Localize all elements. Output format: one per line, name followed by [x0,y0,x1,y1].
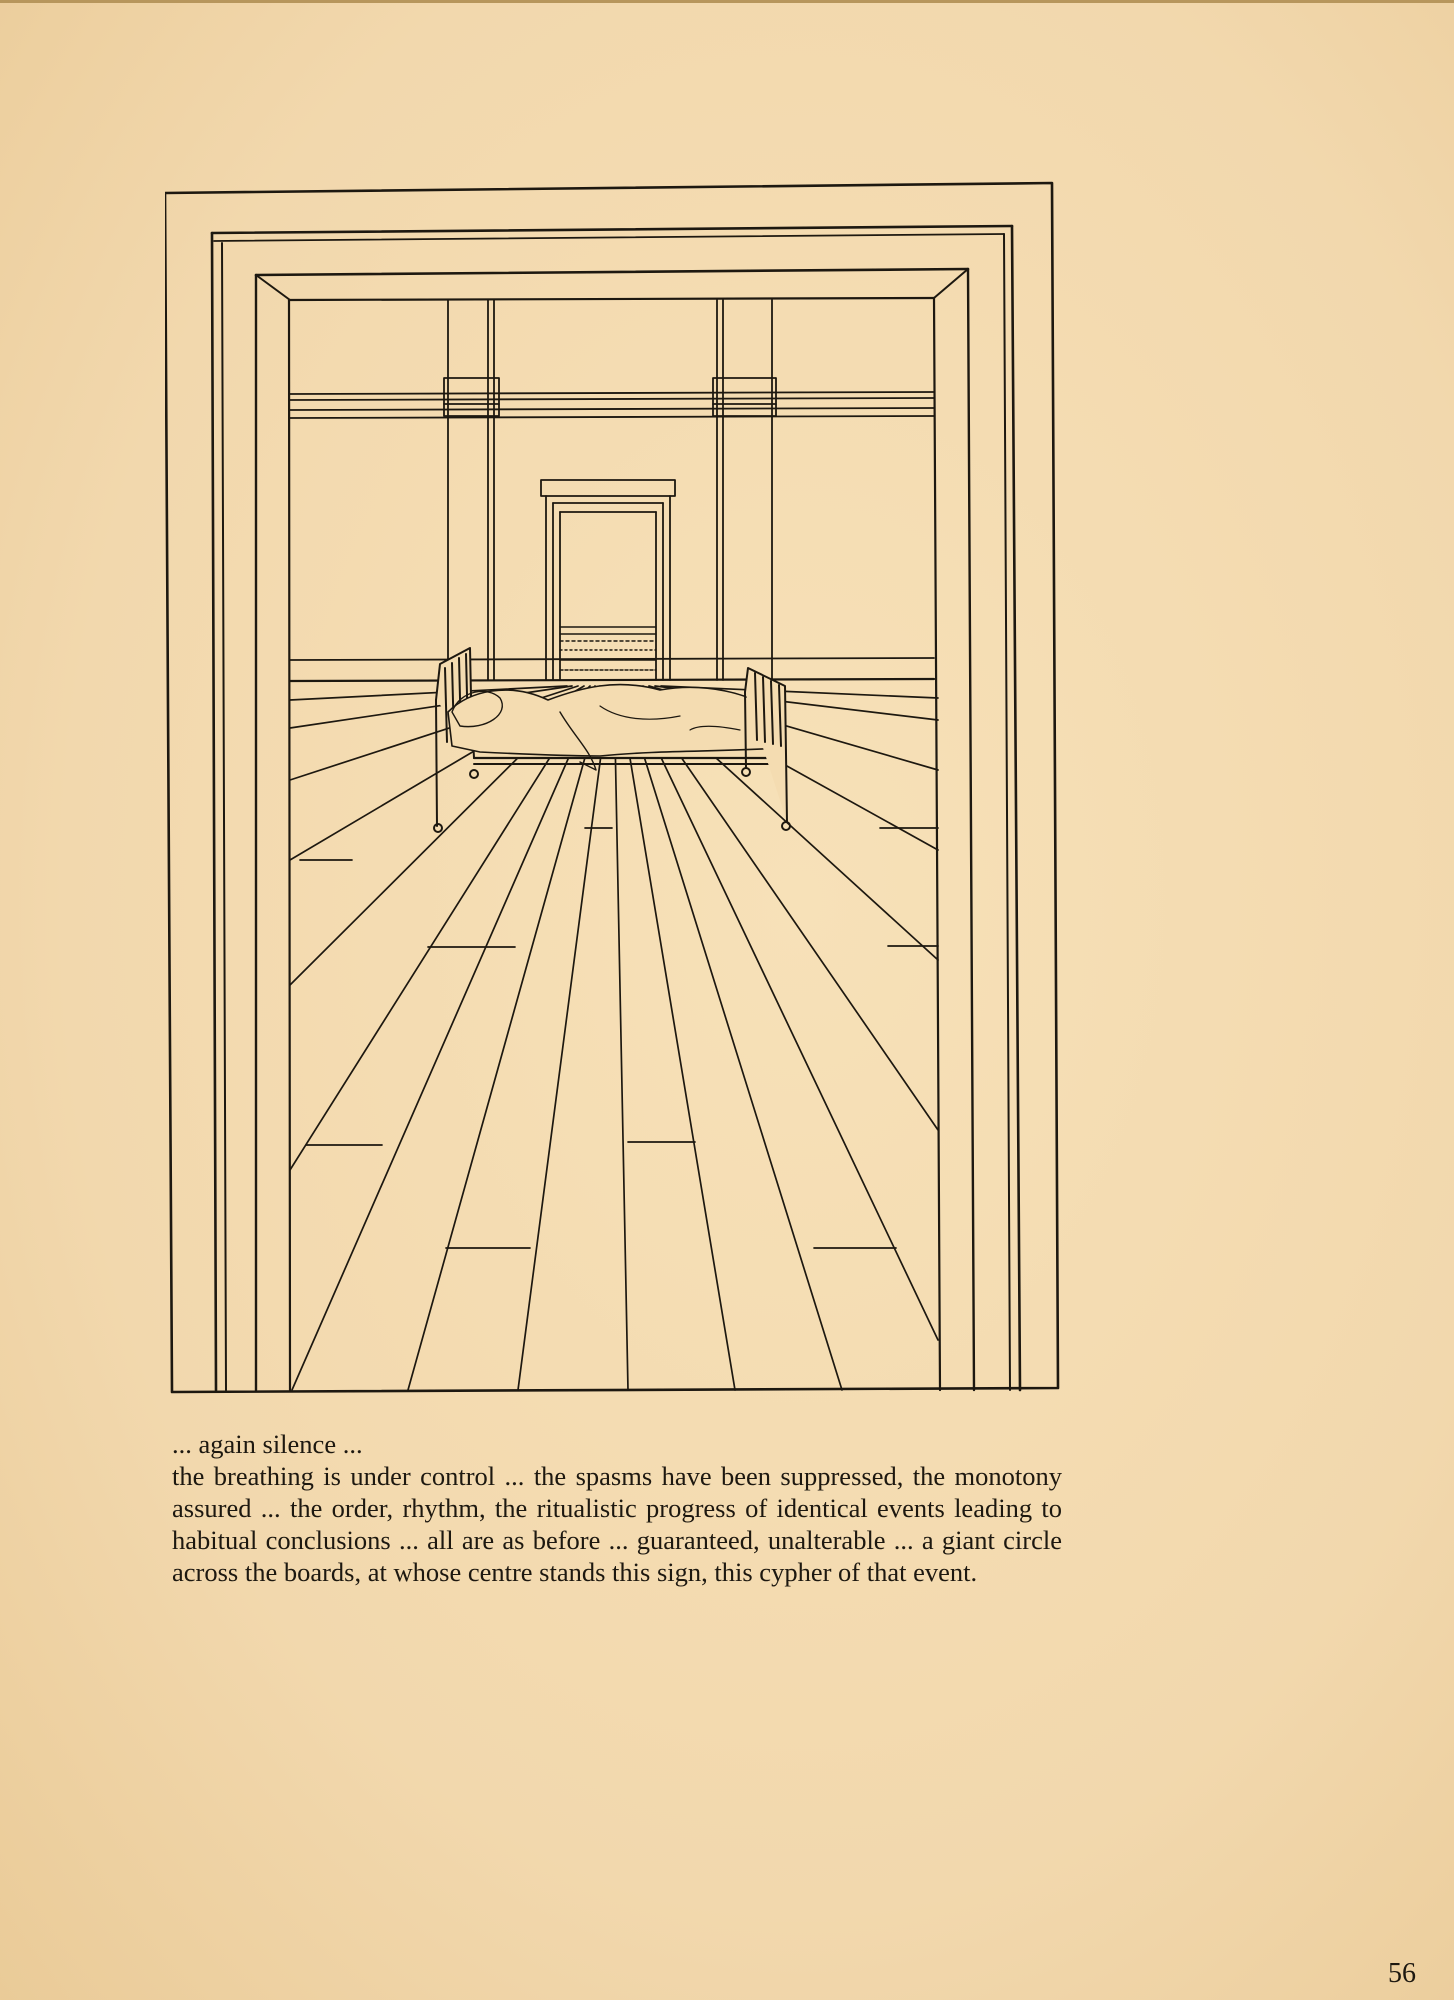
caption [172,1428,1062,1588]
page-number: 56 [1388,1958,1416,1989]
page-top-edge [0,0,1454,3]
caption-lead: ... again silence ... [172,1429,363,1459]
floorboards [290,686,938,1390]
far-doorway [541,480,675,680]
caption-body: the breathing is under control ... the spasms have been suppressed, the monotony assured ... the order, rhythm, the ritualistic progress of identical events leading to habitual conclusions ... all are as before ... guaranteed, unalterable ... a giant circle across the boards, at whose centre stands this sign, this cypher of that event. [172,1461,1062,1587]
room-illustration [165,180,1067,1395]
back-wall [290,300,934,681]
outer-frame [165,183,1058,1392]
